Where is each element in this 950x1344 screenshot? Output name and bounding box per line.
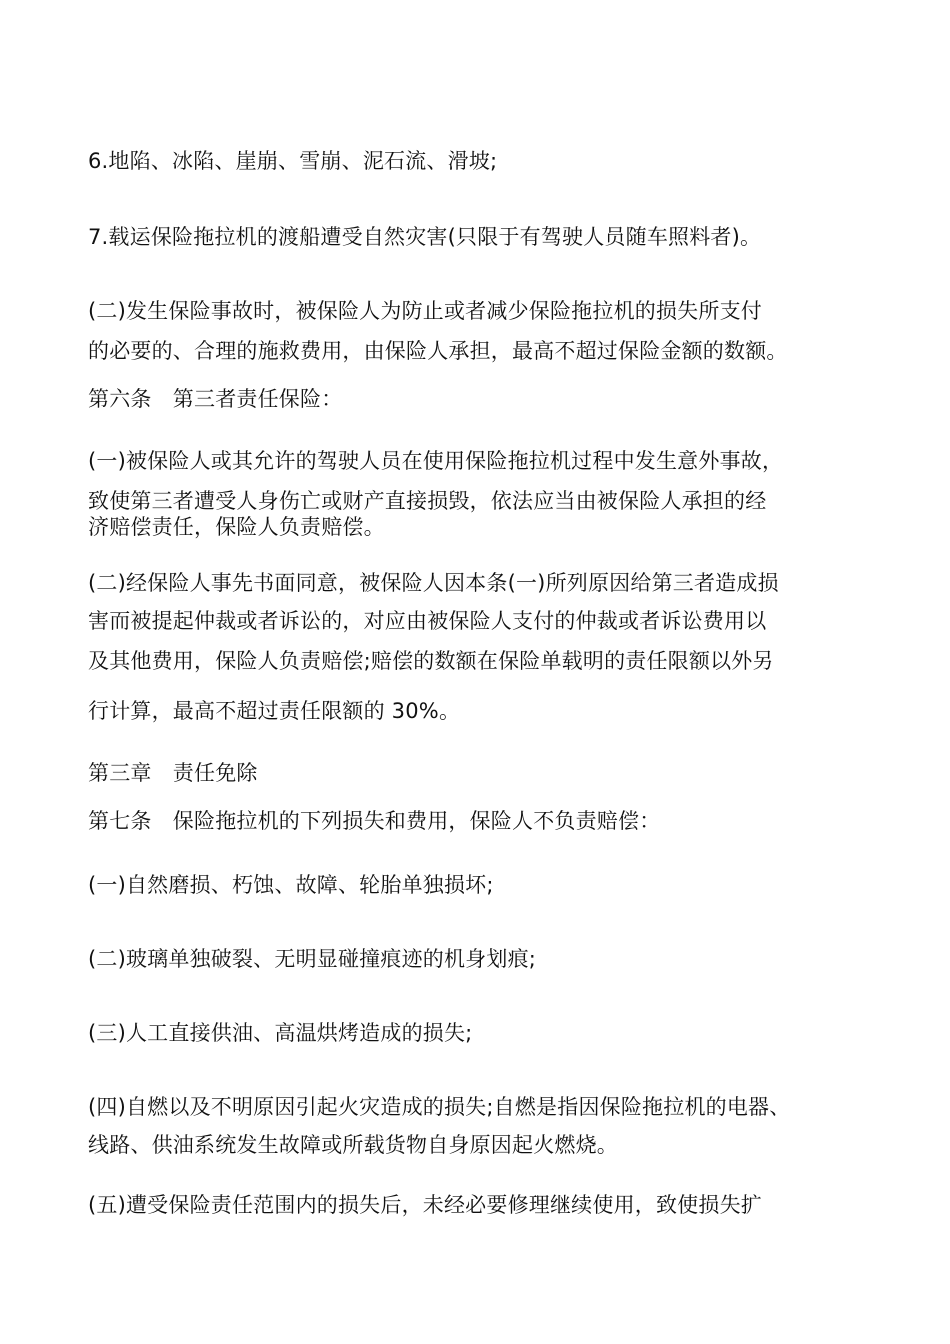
text-line: 害而被提起仲裁或者诉讼的，对应由被保险人支付的仲裁或者诉讼费用以 — [88, 609, 767, 633]
text-line: (二)发生保险事故时，被保险人为防止或者减少保险拖拉机的损失所支付 — [88, 299, 762, 323]
list-item: (一)自然磨损、朽蚀、故障、轮胎单独损坏; — [88, 873, 494, 897]
text-line: 致使第三者遭受人身伤亡或财产直接损毁，依法应当由被保险人承担的经 — [88, 489, 767, 513]
text-line: 线路、供油系统发生故障或所载货物自身原因起火燃烧。 — [88, 1133, 618, 1157]
list-item: (五)遭受保险责任范围内的损失后，未经必要修理继续使用，致使损失扩 — [88, 1193, 762, 1217]
text-line: 及其他费用，保险人负责赔偿;赔偿的数额在保险单载明的责任限额以外另 — [88, 649, 774, 673]
list-item: (二)玻璃单独破裂、无明显碰撞痕迹的机身划痕; — [88, 947, 537, 971]
text-line: 6.地陷、冰陷、崖崩、雪崩、泥石流、滑坡; — [88, 149, 498, 173]
text-line: 7.载运保险拖拉机的渡船遭受自然灾害(只限于有驾驶人员随车照料者)。 — [88, 225, 762, 249]
text-line: 行计算，最高不超过责任限额的 30%。 — [88, 699, 461, 723]
list-item: (三)人工直接供油、高温烘烤造成的损失; — [88, 1021, 473, 1045]
list-item: (四)自燃以及不明原因引起火灾造成的损失;自燃是指因保险拖拉机的电器、 — [88, 1095, 791, 1119]
text-line: (一)被保险人或其允许的驾驶人员在使用保险拖拉机过程中发生意外事故， — [88, 449, 784, 473]
text-line: 济赔偿责任，保险人负责赔偿。 — [88, 515, 385, 539]
text-line: 的必要的、合理的施救费用，由保险人承担，最高不超过保险金额的数额。 — [88, 339, 788, 363]
text-line: (二)经保险人事先书面同意，被保险人因本条(一)所列原因给第三者造成损 — [88, 571, 779, 595]
section-heading: 第七条 保险拖拉机的下列损失和费用，保险人不负责赔偿： — [88, 809, 661, 833]
section-heading: 第六条 第三者责任保险： — [88, 387, 343, 411]
chapter-heading: 第三章 责任免除 — [88, 761, 258, 785]
